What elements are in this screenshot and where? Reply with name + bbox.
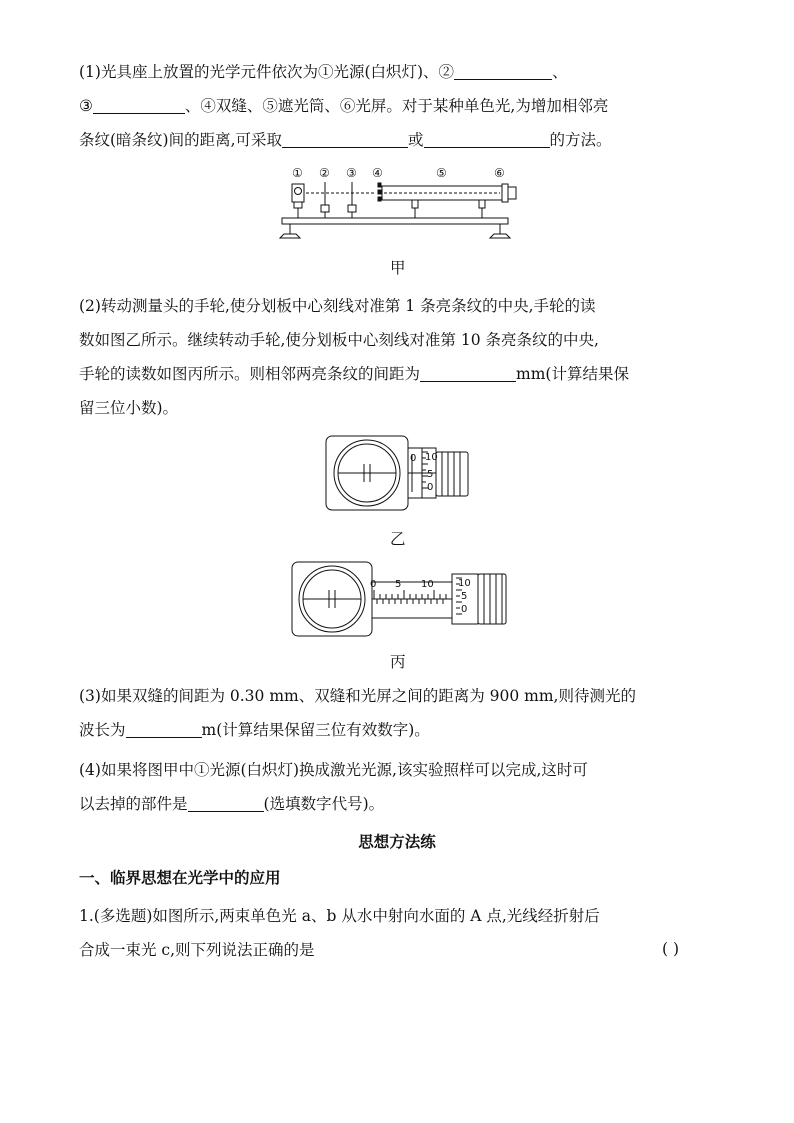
q4-line-1: (4)如果将图甲中①光源(白炽灯)换成激光光源,该实验照样可以完成,这时可 xyxy=(79,761,588,779)
question-2 xyxy=(79,289,721,425)
problem-1 xyxy=(79,899,721,967)
caption-bing: 丙 xyxy=(390,653,406,671)
figure-bing-micrometer xyxy=(290,560,510,640)
bing-scale-label-5: 5 xyxy=(461,591,468,602)
p1-line-2: 合成一束光 c,则下列说法正确的是 xyxy=(79,941,315,959)
yi-main-scale-zero: 0 xyxy=(410,453,417,464)
q2-line-4: 留三位小数)。 xyxy=(79,399,179,417)
bing-main-label-10: 10 xyxy=(421,579,434,590)
question-3 xyxy=(79,679,721,747)
label-3: ③ xyxy=(346,166,357,180)
q2-line-1: (2)转动测量头的手轮,使分划板中心刻线对准第 1 条亮条纹的中央,手轮的读 xyxy=(79,297,596,315)
question-1 xyxy=(79,55,721,157)
bing-main-label-0: 0 xyxy=(370,579,377,590)
answer-blank-2[interactable] xyxy=(454,61,552,80)
yi-scale-label-5: 5 xyxy=(427,469,434,480)
label-6: ⑥ xyxy=(494,166,505,180)
label-4: ④ xyxy=(372,166,383,180)
label-2: ② xyxy=(319,166,330,180)
q1-line-1: (1)光具座上放置的光学元件依次为①光源(白炽灯)、② 、 xyxy=(79,63,568,81)
light-source xyxy=(292,184,304,202)
yi-scale-label-0: 0 xyxy=(427,482,434,493)
q3-line-1: (3)如果双缝的间距为 0.30 mm、双缝和光屏之间的距离为 900 mm,则待测光的 xyxy=(79,687,636,705)
bench-rail xyxy=(282,218,508,224)
figure-yi-micrometer xyxy=(324,434,474,514)
subsection-title: 一、临界思想在光学中的应用 xyxy=(79,869,281,887)
yi-scale-label-10: 10 xyxy=(425,452,438,463)
q2-line-3: 手轮的读数如图丙所示。则相邻两亮条纹的间距为 mm(计算结果保 xyxy=(79,365,629,383)
answer-blank-method-2[interactable] xyxy=(424,129,550,148)
bing-scale-label-10: 10 xyxy=(458,578,471,589)
p1-line-1: 1.(多选题)如图所示,两束单色光 a、b 从水中射向水面的 A 点,光线经折射后 xyxy=(79,907,600,925)
label-5: ⑤ xyxy=(436,166,447,180)
bing-scale-label-0: 0 xyxy=(461,604,468,615)
answer-paren[interactable]: ( ) xyxy=(662,940,680,958)
answer-blank-method-1[interactable] xyxy=(282,129,408,148)
q1-line-2: ③ 、④双缝、⑤遮光筒、⑥光屏。对于某种单色光,为增加相邻亮 xyxy=(79,97,609,115)
question-4 xyxy=(79,753,721,821)
q4-line-2: 以去掉的部件是 (选填数字代号)。 xyxy=(79,795,385,813)
q2-line-2: 数如图乙所示。继续转动手轮,使分划板中心刻线对准第 10 条亮条纹的中央, xyxy=(79,331,599,349)
q3-line-2: 波长为 m(计算结果保留三位有效数字)。 xyxy=(79,721,430,739)
answer-blank-wavelength[interactable] xyxy=(126,719,202,738)
figure-jia-optical-bench xyxy=(272,160,522,244)
answer-blank-3[interactable] xyxy=(93,95,185,114)
screen-eyepiece xyxy=(502,184,508,202)
bing-main-label-5: 5 xyxy=(395,579,402,590)
answer-blank-removable-part[interactable] xyxy=(188,793,264,812)
caption-jia: 甲 xyxy=(390,259,406,277)
answer-blank-spacing[interactable] xyxy=(420,363,516,382)
caption-yi: 乙 xyxy=(390,530,406,548)
section-title: 思想方法练 xyxy=(358,833,436,851)
double-slit xyxy=(378,183,381,187)
label-1: ① xyxy=(292,166,303,180)
q1-line-3: 条纹(暗条纹)间的距离,可采取 或 的方法。 xyxy=(79,131,612,149)
